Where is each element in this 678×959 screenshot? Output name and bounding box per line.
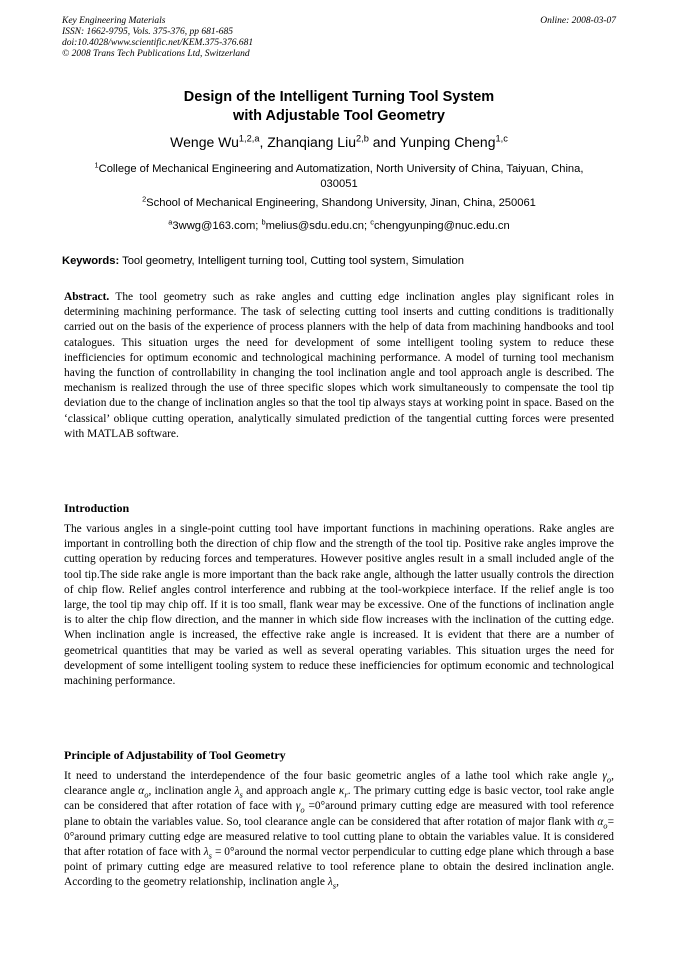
author-name: Wenge Wu [170,134,239,150]
author-separator: , [259,134,268,150]
email-link[interactable]: chengyunping@nuc.edu.cn [373,220,510,232]
principle-text [64,769,614,891]
author-affiliation-marker: 1,c [495,133,508,144]
keywords [62,254,616,268]
author-affiliation-marker: 2,b [356,133,369,144]
title-line-1: Design of the Intelligent Turning Tool System [183,89,495,105]
author-name: Yunping Cheng [399,134,496,150]
inclination-angle-symbol: $\lambda_s$ [203,846,212,861]
journal-doi: doi:10.4028/www.scientific.net/KEM.375-376.681 [62,38,254,48]
inclination-angle-symbol: $\lambda_s$ [234,785,243,800]
journal-name: Key Engineering Materials [62,16,166,26]
keywords-text: Tool geometry, Intelligent turning tool, Cutting tool system, Simulation [119,255,464,267]
text-run: , clearance angle [64,770,614,798]
rake-angle-symbol: $\gamma_o$ [295,800,305,815]
rake-angle-symbol: $\gamma_o$ [602,770,612,785]
approach-angle-symbol: $\kappa_r$ [338,785,348,800]
author-emails [90,219,588,234]
text-run: =0°around primary cutting edge are measured with tool reference plane to obtain the variables value. So, tool clearance angle can be considered that after rotation of major flank with [64,800,614,828]
keywords-label: Keywords: [62,255,120,267]
paper-title [62,88,616,126]
text-run: = 0°around the normal vector perpendicular to cutting edge plane which through a base point of primary cutting edge are measured relative to tool reference plane to obtain the desired inclination angle. According to the geometry relationship, inclination angle [64,846,614,889]
affiliation-1 [90,162,588,191]
text-run: . The primary cutting edge is basic vector, tool rake angle can be considered that after rotation of face with [64,785,614,813]
title-line-2: with Adjustable Tool Geometry [233,108,445,124]
introduction-text: The various angles in a single-point cutting tool have important functions in machining operations. Rake angles are important in controlling both the direction of chip flow and the strength of the tool tip. Positive rake angles improve the cutting operation by reducing forces and temperatures. However positive angles result in a small included angle of the tool tip.The side rake angle is more important than the back rake angle, although the latter usually controls the direction of chip flow. Relief angles control interference and rubbing at the tool-workpiece interface. If the relief angle is too large, the tool tip may chip off. If it is too small, flank wear may be excessive. One of the functions of inclination angle is to alter the chip flow direction, and the manner in which side flow increases with the inclination of the cutting edge. When inclination angle is increased, the effective rake angle is increased. It is evident that there are a number of geometrical quantities that may be varied as well as several operating variables. This situation urges the need for development of some intelligent tooling system to reduce these inefficiencies for optimum economic and technological machining performance. [64,523,614,688]
text-run: and approach angle [242,785,339,798]
affiliation-marker: 1 [94,160,99,170]
abstract-label: Abstract. [64,291,110,303]
author-affiliation-marker: 1,2,a [238,133,260,144]
email-link[interactable]: 3wwg@163.com; [172,220,262,232]
abstract-text: The tool geometry such as rake angles and cutting edge inclination angles play significant roles in determining machining performance. The task of selecting cutting tool inserts and cutting conditions is traditionally carried out on the basis of the experience of process planners with the help of data from machining handbooks and tool catalogues. This situation urges the need for development of some intelligent tooling system to reduce these inefficiencies for optimum economic and technological machining performance. A model of turning tool mechanism having the function of controllability in changing the tool inclination angle and tool approach angle is described. The mechanism is realized through the use of three specific slopes which work simultaneously to compensate the tool tip deviation due to the change of inclination angles so that the tool tip always stays at working point in space. Based on the ‘classical’ oblique cutting operation, analytically simulated prediction of the tangential cutting forces were presented with MATLAB software. [64,291,614,440]
journal-issn: ISSN: 1662-9795, Vols. 375-376, pp 681-685 [62,27,233,37]
author-name: Zhanqiang Liu [267,134,356,150]
email-marker: c [370,217,374,227]
clearance-angle-symbol: $\alpha_o$ [597,815,608,830]
section-heading-introduction: Introduction [64,501,130,515]
text-run: It need to understand the interdependence of the four basic geometric angles of a lathe tool which rake angle [64,770,603,782]
text-run: , inclination angle [148,785,235,798]
email-marker: b [261,217,266,227]
email-marker: a [168,217,173,227]
journal-header [62,16,616,60]
clearance-angle-symbol: $\alpha_o$ [138,785,149,800]
section-heading-principle: Principle of Adjustability of Tool Geometry [64,748,286,762]
affiliation-text: College of Mechanical Engineering and Automatization, North University of China, Taiyuan, China, 030051 [98,163,584,190]
affiliation-2 [90,196,588,211]
online-date: Online: 2008-03-07 [540,16,616,26]
email-link[interactable]: melius@sdu.edu.cn; [265,220,371,232]
inclination-angle-symbol: $\lambda_s$ [327,876,337,891]
journal-copyright: © 2008 Trans Tech Publications Ltd, Switzerland [62,49,250,59]
affiliation-marker: 2 [142,194,147,204]
author-list [62,133,616,151]
author-separator: and [368,134,400,150]
text-run: , [336,876,339,889]
text-run: = 0°around primary cutting edge are measured relative to tool cutting plane to obtain the variables value. It is considered that after rotation of face with [64,815,614,859]
abstract [64,290,614,442]
affiliation-text: School of Mechanical Engineering, Shandong University, Jinan, China, 250061 [146,197,536,209]
